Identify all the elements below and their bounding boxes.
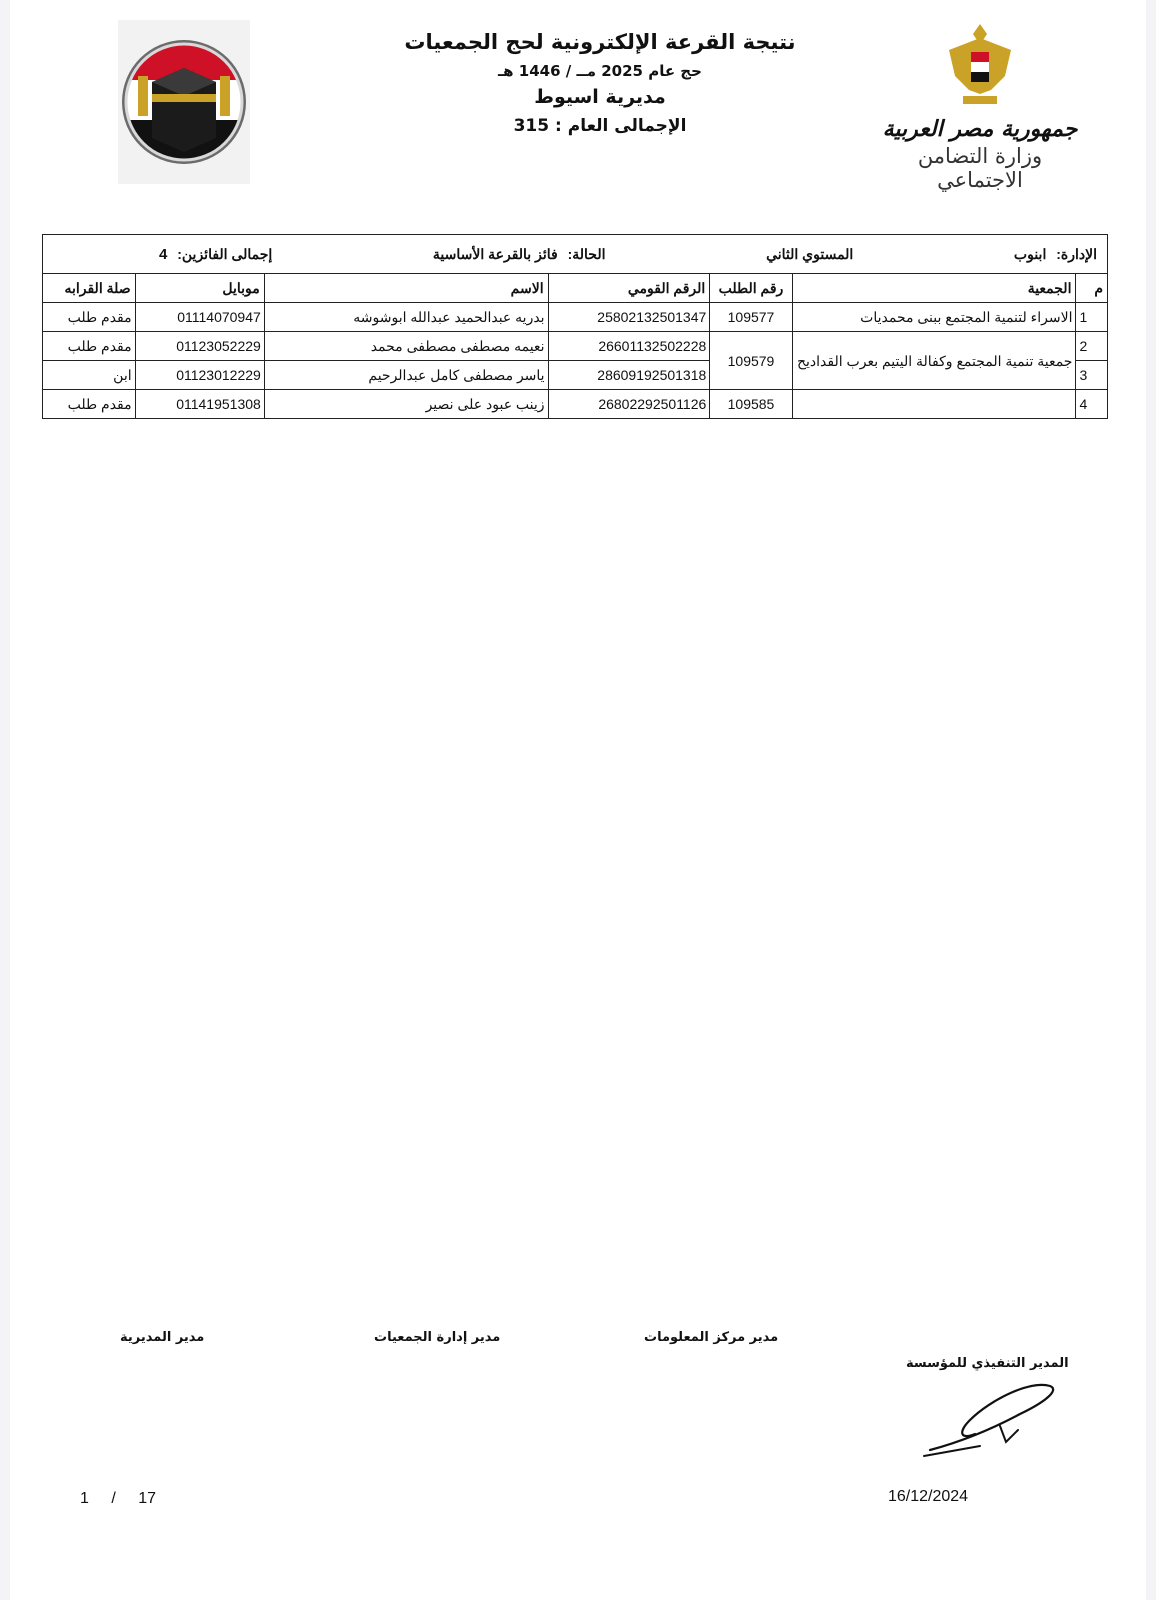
directorate-name: مديرية اسيوط [534,86,666,108]
cell-name: زينب عبود على نصير [264,390,548,419]
sig-associations: مدير إدارة الجمعيات [374,1330,501,1345]
cell-association-empty [792,390,1076,419]
hajj-year: حج عام 2025 مــ / 1446 هـ [498,62,702,80]
cell-mobile: 01123012229 [135,361,264,390]
total-winners-value: 4 [159,245,168,263]
cell-index: 3 [1076,361,1108,390]
cell-relation: مقدم طلب [43,303,136,332]
cell-national-id: 26802292501126 [548,390,710,419]
eagle-emblem-icon [945,20,1015,110]
document-page [10,0,1146,1600]
page-separator: / [111,1490,116,1507]
cell-request-no: 109585 [710,390,792,419]
report-title: نتيجة القرعة الإلكترونية لحج الجمعيات [404,30,796,54]
cell-mobile: 01141951308 [135,390,264,419]
cell-name: ياسر مصطفى كامل عبدالرحيم [264,361,548,390]
status-value: فائز بالقرعة الأساسية [432,245,558,262]
summary-row [43,235,1108,274]
cell-relation: مقدم طلب [43,332,136,361]
cell-mobile: 01123052229 [135,332,264,361]
country-name: جمهورية مصر العربية [882,116,1078,142]
col-header-relation: صلة القرابه [43,274,136,303]
results-table-container [42,234,1108,419]
page-total: 17 [138,1490,157,1507]
sig-directorate: مدير المديرية [120,1330,205,1345]
page-number [80,1490,156,1508]
table-header-row [43,274,1108,303]
status-info [427,246,606,263]
ministry-logo [880,20,1080,190]
cell-national-id: 25802132501347 [548,303,710,332]
page-current: 1 [80,1490,89,1507]
cell-index: 4 [1076,390,1108,419]
cell-name: نعيمه مصطفى مصطفى محمد [264,332,548,361]
results-table [42,234,1108,419]
cell-national-id: 28609192501318 [548,361,710,390]
col-header-name: الاسم [264,274,548,303]
admin-info [1008,246,1097,263]
table-row [43,332,1108,361]
ministry-name: وزارة التضامن الاجتماعي [917,144,1043,192]
cell-relation: مقدم طلب [43,390,136,419]
grand-total-value: 315 [513,116,550,136]
col-header-mobile: موبايل [135,274,264,303]
report-header [390,30,810,136]
admin-value: ابنوب [1013,245,1047,262]
cell-name: بدريه عبدالحميد عبدالله ابوشوشه [264,303,548,332]
cell-national-id: 26601132502228 [548,332,710,361]
sig-executive: المدير التنفيذي للمؤسسة [906,1356,1069,1371]
handwritten-signature [920,1380,1070,1470]
cell-relation: ابن [43,361,136,390]
col-header-association: الجمعية [792,274,1076,303]
hajj-foundation-logo [118,20,250,184]
total-winners-label: إجمالى الفائزين: [177,245,273,262]
cell-request-no: 109577 [710,303,792,332]
grand-total-label: الإجمالى العام : [555,116,687,136]
kaaba-emblem-icon [118,20,250,184]
col-header-index: م [1076,274,1108,303]
col-header-request-no: رقم الطلب [710,274,792,303]
sig-info-center: مدير مركز المعلومات [644,1330,779,1345]
cell-association: جمعية تنمية المجتمع وكفالة اليتيم بعرب القداديح [792,332,1076,390]
print-date: 16/12/2024 [888,1488,969,1505]
grand-total [390,116,810,136]
col-header-national-id: الرقم القومي [548,274,710,303]
status-label: الحالة: [567,245,606,262]
cell-association: الاسراء لتنمية المجتمع ببنى محمديات [792,303,1076,332]
level-value: المستوي الثاني [766,245,854,262]
level-info [760,246,853,263]
table-row [43,390,1108,419]
cell-request-no: 109579 [710,332,792,390]
total-winners-info [153,246,272,263]
cell-index: 2 [1076,332,1108,361]
cell-index: 1 [1076,303,1108,332]
cell-mobile: 01114070947 [135,303,264,332]
table-row [43,303,1108,332]
admin-label: الإدارة: [1056,245,1097,262]
